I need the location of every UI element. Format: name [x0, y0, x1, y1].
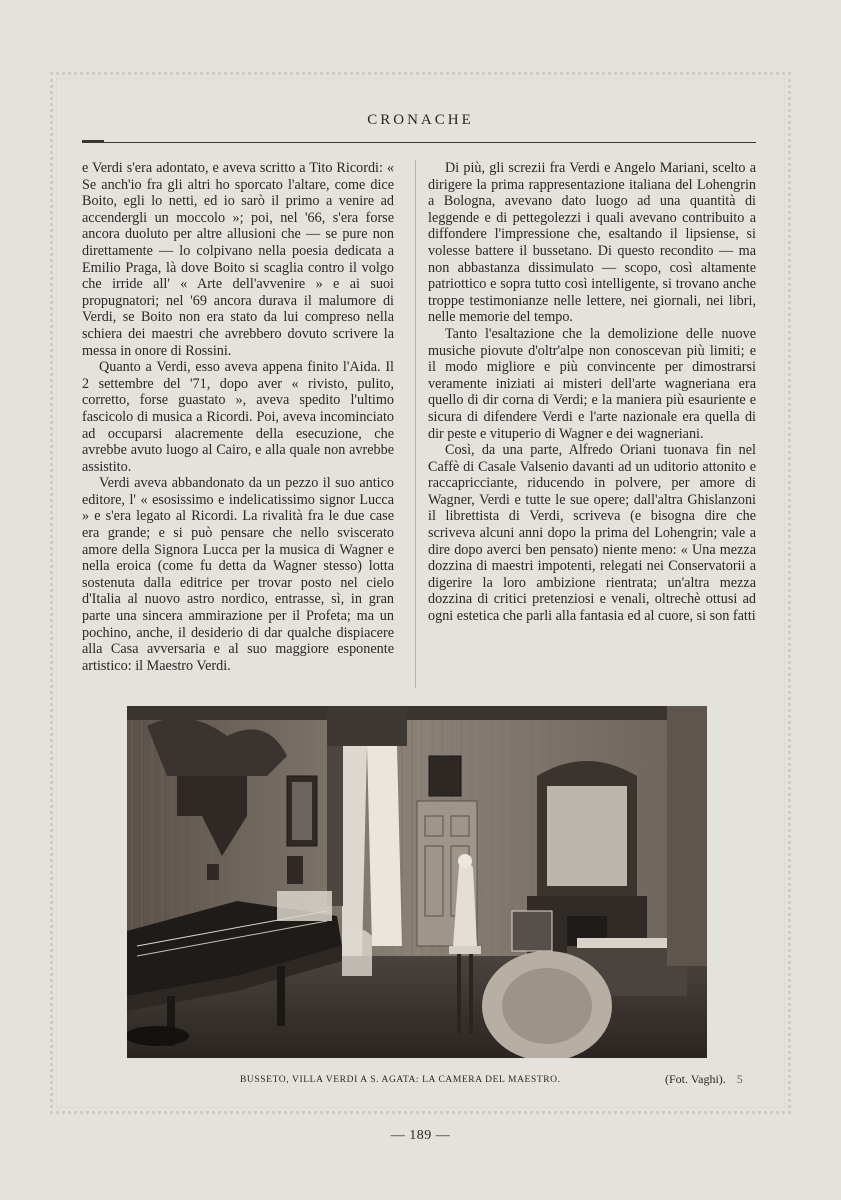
running-header: CRONACHE	[367, 112, 474, 128]
photo-mark: 5	[736, 1072, 743, 1086]
paragraph: Verdi aveva abbandonato da un pezzo il suo antico editore, l' « esosissimo e indelicatissimo signor Lucca » e s'era legato al Ricordi. La rivalità fra le due case era grande; e si può pensare che nello sviscerato amore della Signora Lucca per la musica di Wagner e nella eroica (come fu detta da Wagner stesso) lotta sostenuta dalla editrice per trovar posto nel cielo d'Italia al nuovo astro nordico, entrasse, sì, in gran parte una sincera ammirazione per il Profeta; ma un pochino, anche, il desiderio di dar qualche dispiacere alla Casa avversaria e al suo maggiore esponente artistico: il Maestro Verdi.	[82, 475, 394, 674]
column-divider	[415, 160, 416, 688]
page-number: — 189 —	[390, 1128, 451, 1143]
paragraph: Quanto a Verdi, esso aveva appena finito l'Aida. Il 2 settembre del '71, dopo aver « rivisto, pulito, corretto, forse guastato », aveva spedito l'ultimo fascicolo di musica a Ricordi. Poi, aveva incominciato ad occuparsi alacremente della esecuzione, che avrebbe avuto luogo al Cairo, e alla quale non avrebbe assistito.	[82, 359, 394, 475]
photo-caption: BUSSETO, VILLA VERDI A S. AGATA: LA CAMERA DEL MAESTRO.	[240, 1075, 561, 1085]
photo-credit-text: (Fot. Vaghi).	[665, 1072, 726, 1086]
paragraph: Così, da una parte, Alfredo Oriani tuonava fin nel Caffè di Casale Valsenio davanti ad un uditorio attonito e raccapricciante, riducendo in polvere, per amore di Wagner, Verdi e tutte le sue opere; dall'altra Ghislanzoni il librettista di Verdi, scriveva (e bisogna dire che scriveva alcuni anni dopo la prima del Lohengrin; vale a dire dopo averci ben pensato) niente meno: « Una mezza dozzina di maestri impotenti, relegati nei Conservatorii a digerire la loro ambizione rientrata; un'altra mezza dozzina di critici pretenziosi e venali, oltrechè ottusi ad ogni estetica che parli alla fantasia ed al cuore, si son fatti	[428, 442, 756, 625]
header-rule	[82, 142, 756, 143]
room-photograph-image	[127, 706, 707, 1058]
photo-credit	[665, 1072, 743, 1087]
paragraph: Tanto l'esaltazione che la demolizione delle nuove musiche piovute d'oltr'alpe non conoscevan più limiti; e il modo migliore e più convincente per dimostrarsi veramente iniziati ai misteri dell'arte wagneriana era quello di dir corna di Verdi; e la maniera più esauriente e sicura di difendere Verdi e l'arte nazionale era quella di dir peste e vituperio di Wagner e dei wagneriani.	[428, 325, 756, 442]
room-photograph	[127, 706, 707, 1058]
text-column-right	[428, 160, 756, 625]
text-column-left	[82, 160, 394, 674]
paragraph: e Verdi s'era adontato, e aveva scritto a Tito Ricordi: « Se anch'io fra gli altri ho sporcato l'altare, come dice Boito, egli lo netti, ed io sarò il primo a venire ad accendergli un moccolo »; poi, nel '66, s'era forse ancora duoluto per altre allusioni che — se pure non direttamente — lo colpivano nella poesia dedicata a Emilio Praga, là dove Boito si scaglia contro il volgo che irride all' « Arte dell'avvenire » e ai suoi propugnatori; nel '69 ancora durava il malumore di Verdi, se Boito non era stato da lui compreso nella schiera dei maestri che avrebbero dovuto scrivere la messa in onore di Rossini.	[82, 160, 394, 359]
paragraph: Di più, gli screzii fra Verdi e Angelo Mariani, scelto a dirigere la prima rappresentazione italiana del Lohengrin a Bologna, avevano dato luogo ad una quantità di leggende e di pettegolezzi i quali avevano contribuito a diffondere l'impressione che, esaltando il lipsiense, si volesse battere il bussetano. Di questo recondito — ma non abbastanza dissimulato — scopo, così altamente patriottico e sopra tutto così intelligente, si trovano anche troppe testimonianze nelle lettere, nei giornali, nei libri, nelle memorie del tempo.	[428, 160, 756, 326]
